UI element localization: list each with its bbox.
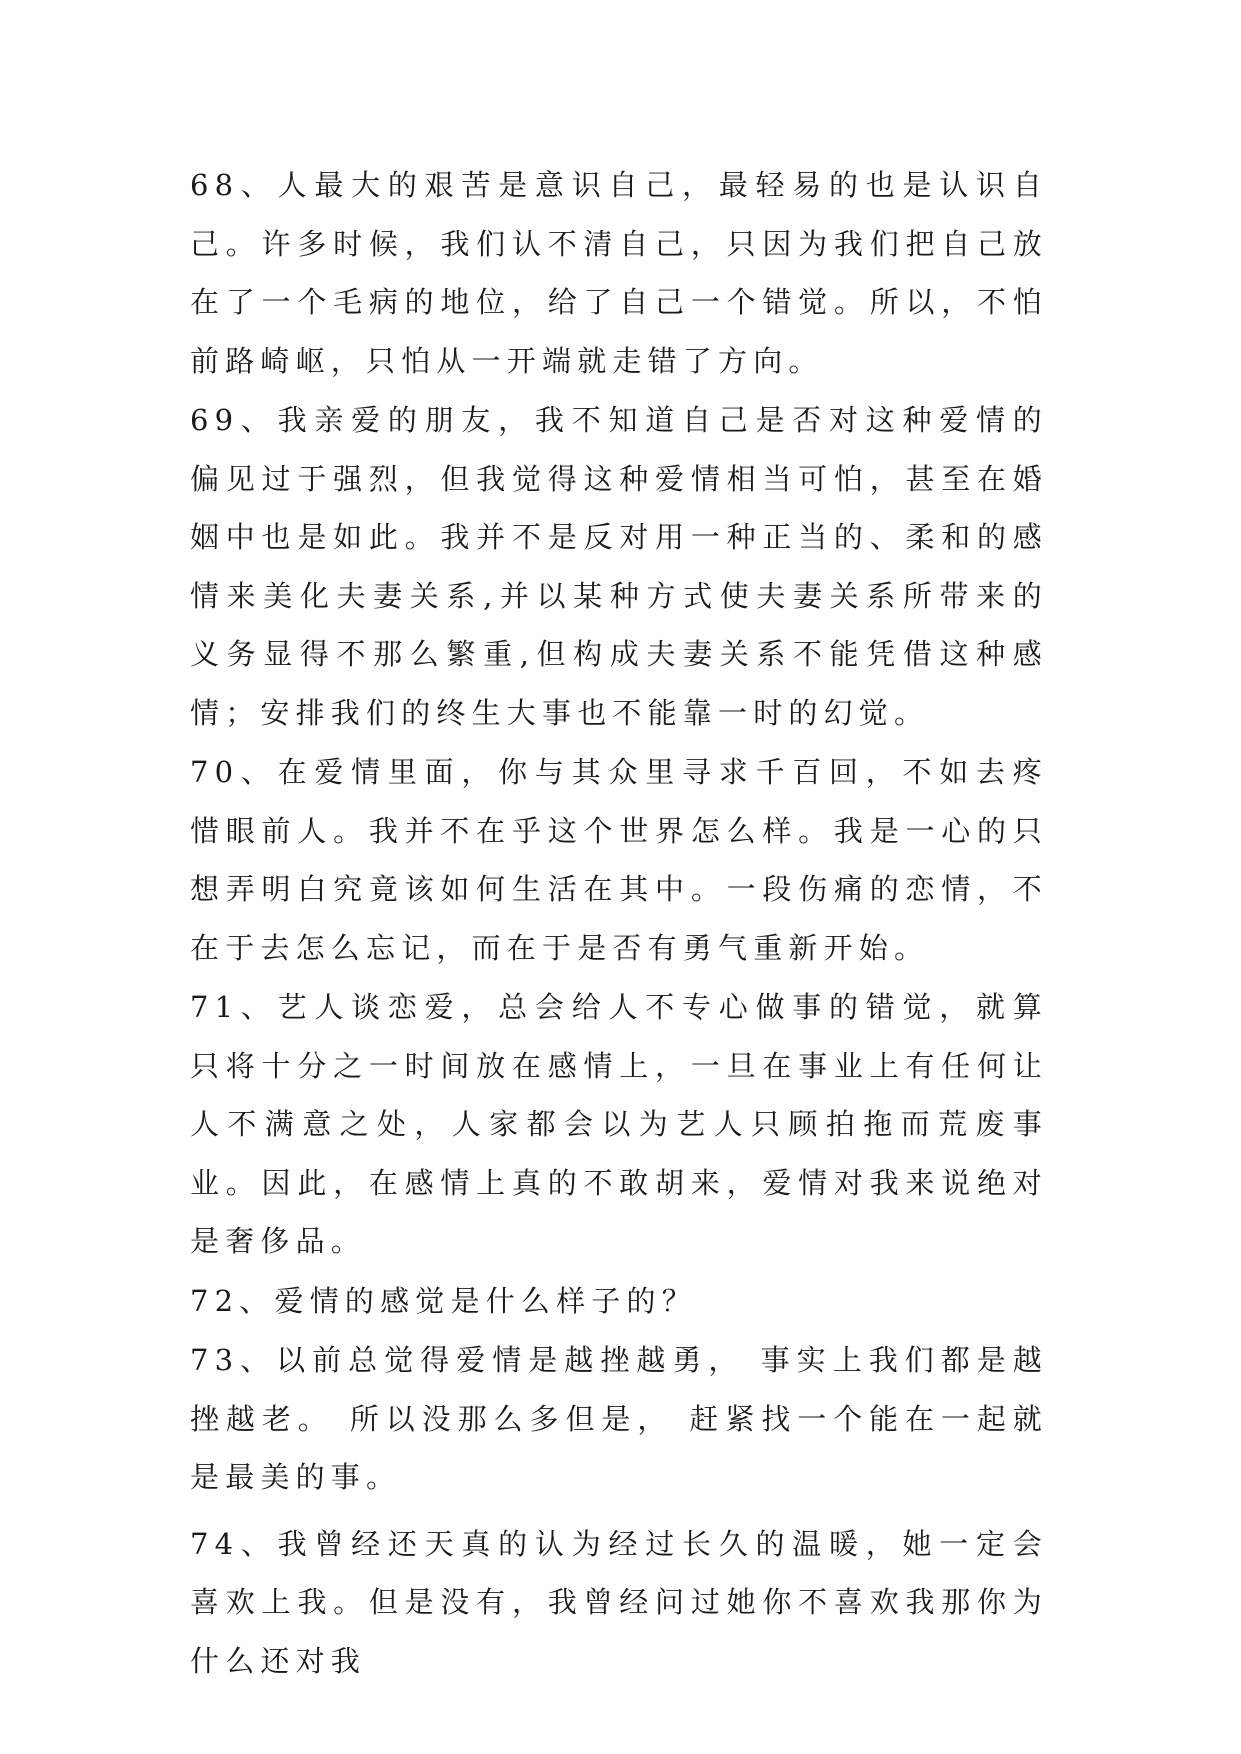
paragraph-68: 68、人最大的艰苦是意识自己，最轻易的也是认识自己。许多时候，我们认不清自己，只因为我们把自己放在了一个毛病的地位，给了自己一个错觉。所以，不怕前路崎岖，只怕从一开端就走错了方向。: [190, 168, 1048, 378]
paragraph-71: 71、艺人谈恋爱，总会给人不专心做事的错觉，就算只将十分之一时间放在感情上，一旦在事业上有任何让人不满意之处，人家都会以为艺人只顾拍拖而荒废事业。因此，在感情上真的不敢胡来，爱情对我来说绝对是奢侈品。: [190, 990, 1048, 1258]
paragraph-69: 69、我亲爱的朋友，我不知道自己是否对这种爱情的偏见过于强烈，但我觉得这种爱情相当可怕，甚至在婚姻中也是如此。我并不是反对用一种正当的、柔和的感情来美化夫妻关系,并以某种方式使夫妻关系所带来的义务显得不那么繁重,但构成夫妻关系不能凭借这种感情；安排我们的终生大事也不能靠一时的幻觉。: [190, 403, 1048, 730]
paragraph-74: 74、我曾经还天真的认为经过长久的温暖，她一定会喜欢上我。但是没有，我曾经问过她你不喜欢我那你为什么还对我: [190, 1526, 1048, 1678]
paragraph-72: 72、爱情的感觉是什么样子的？: [190, 1283, 697, 1318]
paragraph-73: 73、以前总觉得爱情是越挫越勇， 事实上我们都是越挫越老。 所以没那么多但是， 赶紧找一个能在一起就是最美的事。: [190, 1343, 1048, 1494]
document-body: [190, 156, 1048, 1691]
paragraph-70: 70、在爱情里面，你与其众里寻求千百回，不如去疼惜眼前人。我并不在乎这个世界怎么样。我是一心的只想弄明白究竟该如何生活在其中。一段伤痛的恋情，不在于去怎么忘记，而在于是否有勇气重新开始。: [190, 755, 1048, 965]
